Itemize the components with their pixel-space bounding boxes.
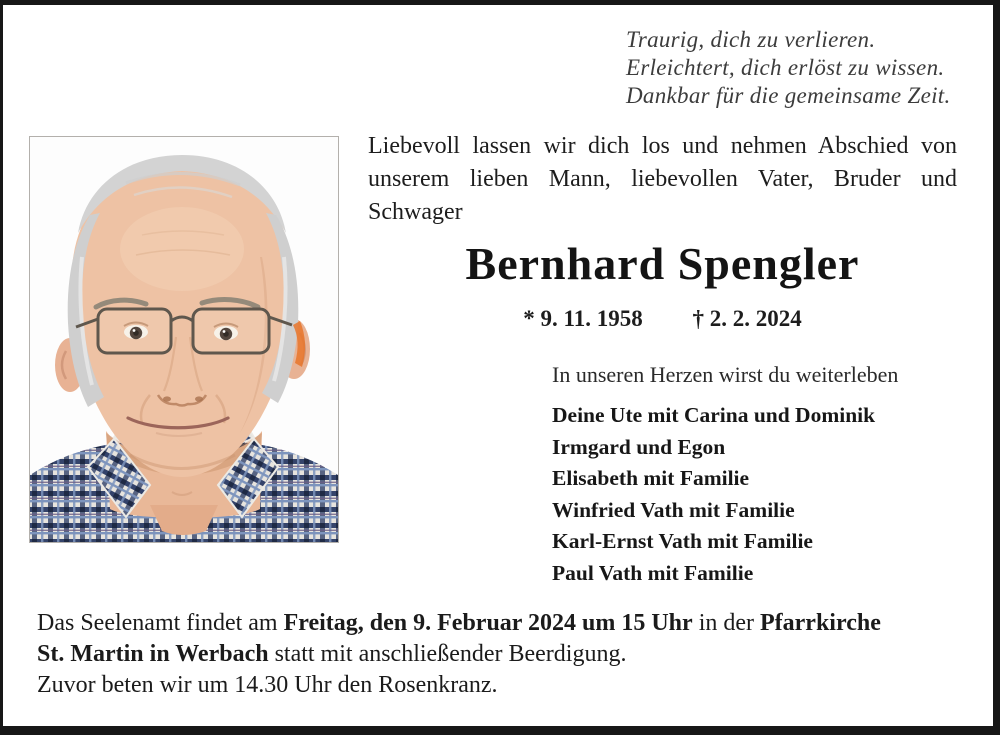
deceased-name: Bernhard Spengler [465,238,860,289]
mourner-name: Karl-Ernst Vath mit Familie [552,529,813,554]
birth-date: * 9. 11. 1958 [523,306,643,331]
service-text: Das Seelenamt findet am [37,610,284,636]
verse-block [626,26,951,110]
mourners-list [552,400,875,590]
death-date: † 2. 2. 2024 [692,306,802,331]
service-paragraph [37,608,959,670]
mourner-name: Irmgard und Egon [552,434,726,459]
mourner-name: Elisabeth mit Familie [552,466,750,491]
service-datetime: Freitag, den 9. Februar 2024 um 15 Uhr [283,610,693,636]
portrait-photo [29,136,339,543]
service-church: Pfarrkirche [760,610,881,636]
intro-text: Liebevoll lassen wir dich los und nehmen Abschied von unserem lieben Mann, liebevollen Vater, Bruder und Schwager [368,133,957,225]
service-text: in der [692,610,760,636]
service-info [37,608,959,701]
service-text: statt mit anschließender Beerdigung. [268,641,627,667]
rosary-line: Zuvor beten wir um 14.30 Uhr den Rosenkranz. [37,672,498,698]
life-dates [368,306,957,332]
portrait-photo-illustration [30,137,338,542]
service-church: St. Martin in Werbach [37,641,269,667]
mourner-name: Paul Vath mit Familie [552,560,754,585]
verse-line: Traurig, dich zu verlieren. [626,27,876,52]
verse-line: Erleichtert, dich erlöst zu wissen. [626,55,945,80]
verse-line: Dankbar für die gemeinsame Zeit. [626,83,951,108]
mourner-name: Deine Ute mit Carina und Dominik [552,403,876,427]
mourner-name: Winfried Vath mit Familie [552,497,795,522]
memorial-line: In unseren Herzen wirst du weiterleben [552,362,899,387]
